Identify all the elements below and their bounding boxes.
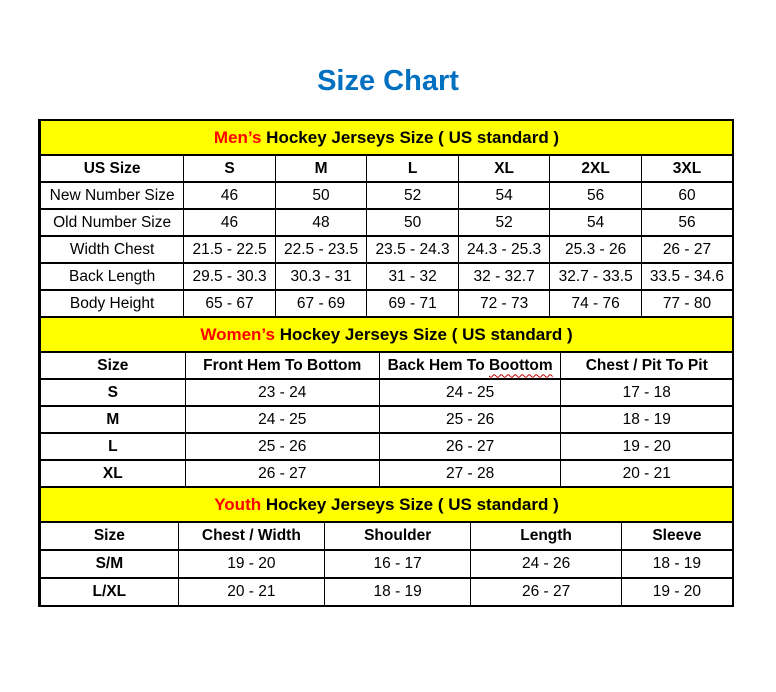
size-value: 60 [641, 182, 733, 209]
size-value: 52 [458, 209, 550, 236]
size-value: 67 - 69 [275, 290, 367, 317]
size-value: 20 - 21 [178, 578, 324, 606]
size-value: 30.3 - 31 [275, 263, 367, 290]
size-value: 24 - 26 [471, 550, 621, 578]
row-label: S [40, 379, 186, 406]
misspelled-word: Boottom [488, 356, 553, 374]
table-row [40, 263, 734, 290]
column-header: Size [40, 522, 179, 550]
column-header: Sleeve [621, 522, 733, 550]
column-header: 3XL [641, 155, 733, 182]
womens-header-row [40, 352, 734, 379]
size-value: 22.5 - 23.5 [275, 236, 367, 263]
size-value: 23 - 24 [185, 379, 379, 406]
column-header: US Size [40, 155, 184, 182]
table-row [40, 209, 734, 236]
mens-size-table [38, 119, 734, 318]
size-value: 65 - 67 [184, 290, 276, 317]
size-value: 50 [275, 182, 367, 209]
column-header: M [275, 155, 367, 182]
size-value: 54 [550, 209, 642, 236]
youth-banner-highlight: Youth [214, 494, 262, 514]
womens-size-table [38, 316, 734, 488]
youth-banner-text: Hockey Jerseys Size ( US standard ) [261, 494, 559, 514]
row-label: Back Length [40, 263, 184, 290]
table-row [40, 379, 734, 406]
size-value: 26 - 27 [471, 578, 621, 606]
size-value: 18 - 19 [621, 550, 733, 578]
size-value: 20 - 21 [561, 460, 733, 487]
size-value: 48 [275, 209, 367, 236]
table-row [40, 550, 734, 578]
size-value: 25 - 26 [379, 406, 561, 433]
womens-section-banner [40, 317, 734, 352]
size-value: 52 [367, 182, 459, 209]
column-header: Size [40, 352, 186, 379]
size-value: 32 - 32.7 [458, 263, 550, 290]
size-value: 56 [550, 182, 642, 209]
size-tables-container [38, 119, 734, 607]
column-header: XL [458, 155, 550, 182]
size-value: 54 [458, 182, 550, 209]
column-header: Shoulder [325, 522, 471, 550]
size-value: 24.3 - 25.3 [458, 236, 550, 263]
mens-header-row [40, 155, 734, 182]
mens-banner-highlight: Men’s [213, 127, 262, 147]
column-header: Front Hem To Bottom [185, 352, 379, 379]
table-row [40, 433, 734, 460]
size-value: 25.3 - 26 [550, 236, 642, 263]
row-label: Body Height [40, 290, 184, 317]
row-label: L [40, 433, 186, 460]
column-header: Chest / Pit To Pit [561, 352, 733, 379]
size-value: 19 - 20 [561, 433, 733, 460]
size-value: 77 - 80 [641, 290, 733, 317]
size-value: 24 - 25 [379, 379, 561, 406]
table-row [40, 578, 734, 606]
table-row [40, 182, 734, 209]
row-label: L/XL [40, 578, 179, 606]
size-value: 23.5 - 24.3 [367, 236, 459, 263]
size-value: 26 - 27 [379, 433, 561, 460]
row-label: M [40, 406, 186, 433]
youth-header-row [40, 522, 734, 550]
table-row [40, 460, 734, 487]
youth-size-table [38, 486, 734, 607]
womens-banner-text: Hockey Jerseys Size ( US standard ) [274, 324, 573, 344]
size-value: 33.5 - 34.6 [641, 263, 733, 290]
row-label: S/M [40, 550, 179, 578]
size-value: 31 - 32 [367, 263, 459, 290]
size-value: 27 - 28 [379, 460, 561, 487]
youth-section-banner [40, 487, 734, 522]
column-header [379, 352, 561, 379]
table-row [40, 290, 734, 317]
column-header: L [367, 155, 459, 182]
table-row [40, 406, 734, 433]
mens-banner-text: Hockey Jerseys Size ( US standard ) [261, 127, 560, 147]
size-value: 26 - 27 [185, 460, 379, 487]
size-value: 74 - 76 [550, 290, 642, 317]
column-header: Chest / Width [178, 522, 324, 550]
column-header: 2XL [550, 155, 642, 182]
page-title: Size Chart [317, 65, 459, 97]
size-value: 16 - 17 [325, 550, 471, 578]
row-label: Old Number Size [40, 209, 184, 236]
size-value: 72 - 73 [458, 290, 550, 317]
size-value: 29.5 - 30.3 [184, 263, 276, 290]
size-value: 17 - 18 [561, 379, 733, 406]
size-value: 46 [184, 209, 276, 236]
size-value: 56 [641, 209, 733, 236]
size-value: 21.5 - 22.5 [184, 236, 276, 263]
womens-banner-highlight: Women’s [200, 324, 275, 344]
size-value: 18 - 19 [325, 578, 471, 606]
column-header: Length [471, 522, 621, 550]
column-header: S [184, 155, 276, 182]
size-value: 24 - 25 [185, 406, 379, 433]
size-value: 25 - 26 [185, 433, 379, 460]
size-value: 50 [367, 209, 459, 236]
row-label: Width Chest [40, 236, 184, 263]
row-label: New Number Size [40, 182, 184, 209]
size-value: 26 - 27 [641, 236, 733, 263]
size-value: 19 - 20 [178, 550, 324, 578]
size-value: 19 - 20 [621, 578, 733, 606]
size-value: 18 - 19 [561, 406, 733, 433]
size-value: 46 [184, 182, 276, 209]
size-value: 32.7 - 33.5 [550, 263, 642, 290]
size-value: 69 - 71 [367, 290, 459, 317]
table-row [40, 236, 734, 263]
row-label: XL [40, 460, 186, 487]
column-header-text: Back Hem To [387, 356, 489, 374]
mens-section-banner [40, 120, 734, 155]
